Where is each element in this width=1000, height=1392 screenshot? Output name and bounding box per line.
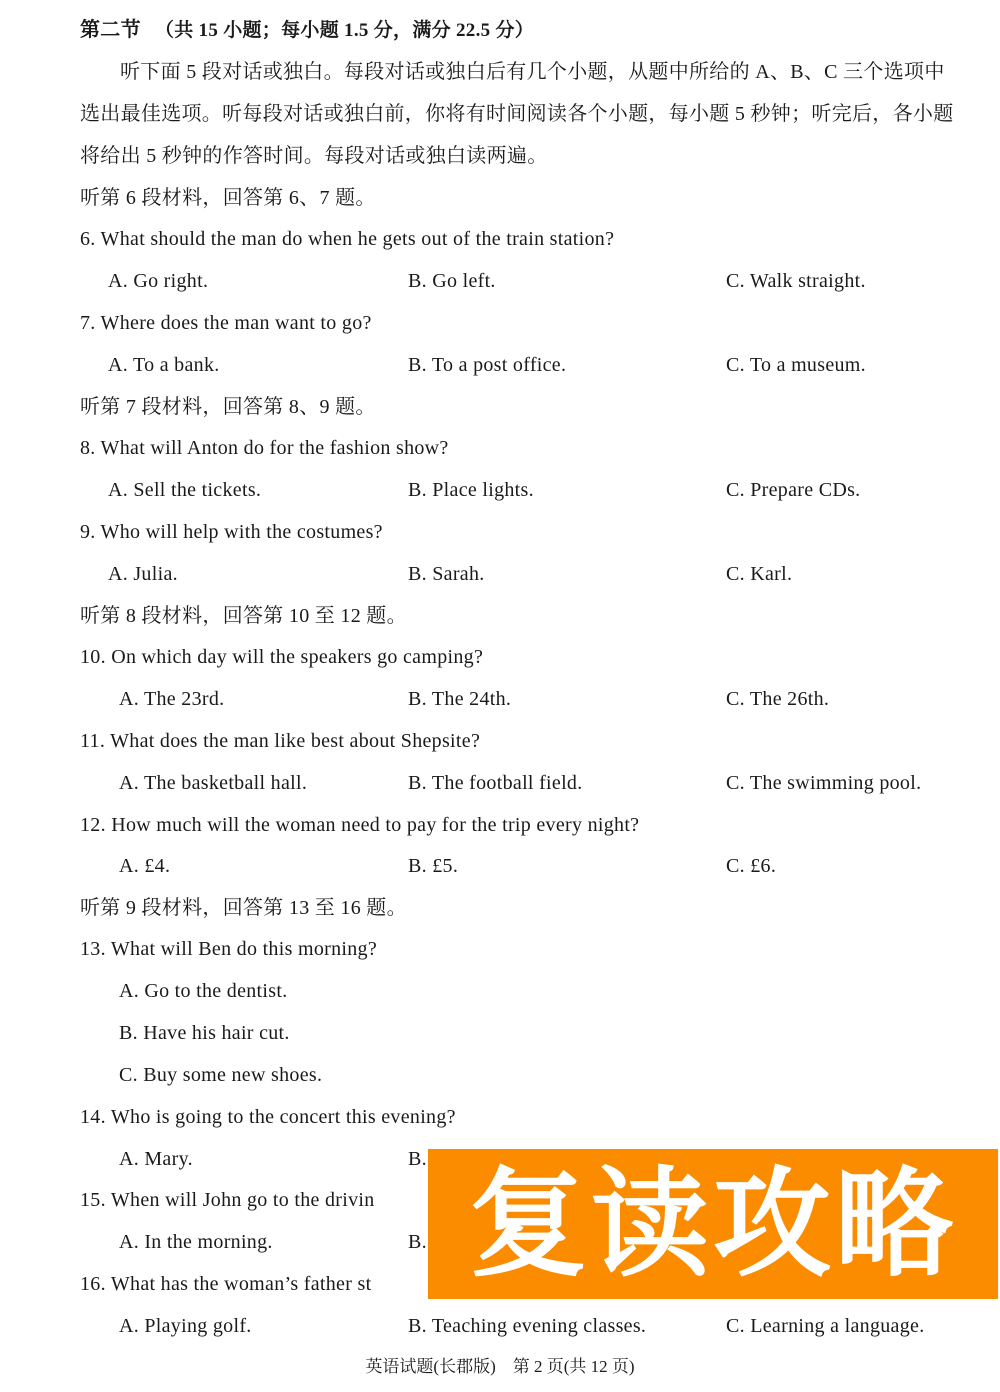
instructions-line-2: 选出最佳选项。听每段对话或独白前，你将有时间阅读各个小题，每小题 5 秒钟；听完后，各小题 [80,103,954,125]
option-a: A. Go right. [108,270,209,292]
question-13: 13. What will Ben do this morning? [80,938,378,960]
option-b: B. Sarah. [408,563,485,585]
group-header: 听第 9 段材料，回答第 13 至 16 题。 [80,897,407,919]
watermark-banner [428,1149,998,1299]
option-c: C. Buy some new shoes. [119,1064,323,1086]
question-9: 9. Who will help with the costumes? [80,521,383,543]
section-subtitle: （共 15 小题；每小题 1.5 分，满分 22.5 分） [154,20,535,41]
option-a: A. Sell the tickets. [108,479,262,501]
question-10: 10. On which day will the speakers go camping? [80,646,484,668]
option-b: B. Go left. [408,270,496,292]
instructions-line-3: 将给出 5 秒钟的作答时间。每段对话或独白读两遍。 [80,145,548,167]
question-14: 14. Who is going to the concert this evening? [80,1106,456,1128]
option-b: B. [408,1231,427,1253]
option-a: A. The basketball hall. [119,772,308,794]
section-heading [80,16,534,45]
question-7: 7. Where does the man want to go? [80,312,372,334]
option-c: C. The swimming pool. [726,772,922,794]
option-c: C. The 26th. [726,688,830,710]
option-a: A. Go to the dentist. [119,980,288,1002]
option-a: A. Mary. [119,1148,193,1170]
option-b: B. Teaching evening classes. [408,1315,647,1337]
option-a: A. Julia. [108,563,178,585]
option-c: C. Karl. [726,563,793,585]
option-b: B. £5. [408,855,459,877]
group-header: 听第 7 段材料，回答第 8、9 题。 [80,396,376,418]
option-c: C. To a museum. [726,354,866,376]
option-c: C. £6. [726,855,777,877]
question-12: 12. How much will the woman need to pay for the trip every night? [80,814,640,836]
option-a: A. The 23rd. [119,688,225,710]
option-c: C. Learning a language. [726,1315,925,1337]
group-header: 听第 8 段材料，回答第 10 至 12 题。 [80,605,407,627]
option-c: C. Walk straight. [726,270,866,292]
option-a: A. In the morning. [119,1231,273,1253]
question-8: 8. What will Anton do for the fashion show? [80,437,449,459]
page-footer: 英语试题(长郡版) 第 2 页(共 12 页) [365,1357,635,1376]
watermark-text: 复读攻略 [468,1155,957,1293]
group-header: 听第 6 段材料，回答第 6、7 题。 [80,187,376,209]
option-a: A. To a bank. [108,354,220,376]
option-b: B. To a post office. [408,354,567,376]
option-b: B. Place lights. [408,479,534,501]
option-a: A. Playing golf. [119,1315,252,1337]
option-b: B. The 24th. [408,688,512,710]
option-b: B. [408,1148,427,1170]
option-a: A. £4. [119,855,171,877]
question-16: 16. What has the woman’s father st [80,1273,372,1295]
instructions-line-1: 听下面 5 段对话或独白。每段对话或独白后有几个小题，从题中所给的 A、B、C 三个选项中 [120,61,945,83]
question-6: 6. What should the man do when he gets out of the train station? [80,228,615,250]
question-11: 11. What does the man like best about Shepsite? [80,730,481,752]
section-title: 第二节 [80,19,141,41]
question-15: 15. When will John go to the drivin [80,1189,375,1211]
option-b: B. The football field. [408,772,583,794]
option-c: C. Prepare CDs. [726,479,861,501]
option-b: B. Have his hair cut. [119,1022,290,1044]
